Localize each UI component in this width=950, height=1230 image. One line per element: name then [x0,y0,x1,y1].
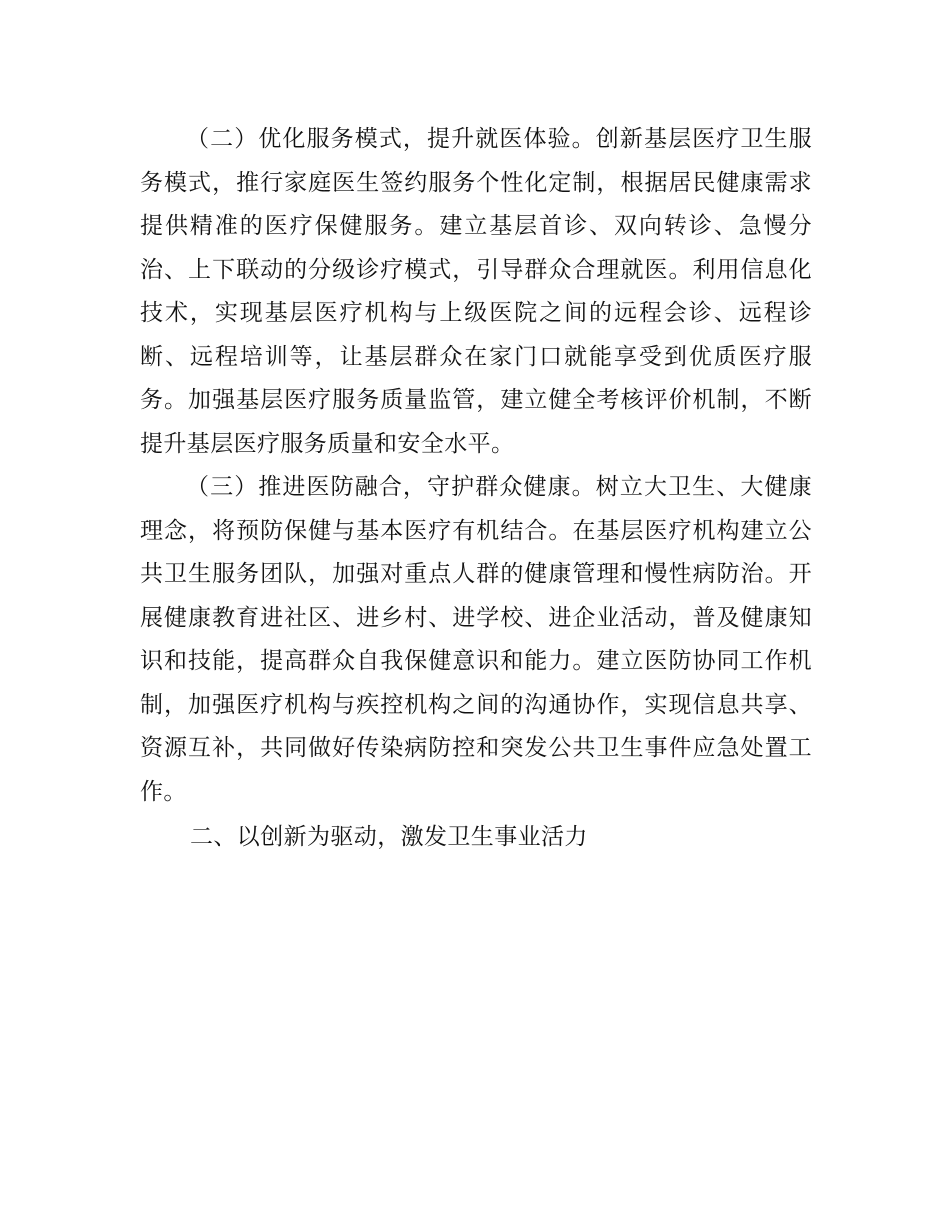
paragraph-service-model: （二）优化服务模式，提升就医体验。创新基层医疗卫生服务模式，推行家庭医生签约服务个性化定制，根据居民健康需求提供精准的医疗保健服务。建立基层首诊、双向转诊、急慢分治、上下联动的分级诊疗模式，引导群众合理就医。利用信息化技术，实现基层医疗机构与上级医院之间的远程会诊、远程诊断、远程培训等，让基层群众在家门口就能享受到优质医疗服务。加强基层医疗服务质量监管，建立健全考核评价机制，不断提升基层医疗服务质量和安全水平。 [140,126,812,457]
section-heading: 二、以创新为驱动，激发卫生事业活力 [190,824,588,850]
paragraph-medical-prevention: （三）推进医防融合，守护群众健康。树立大卫生、大健康理念，将预防保健与基本医疗有机结合。在基层医疗机构建立公共卫生服务团队，加强对重点人群的健康管理和慢性病防治。开展健康教育进社区、进乡村、进学校、进企业活动，普及健康知识和技能，提高群众自我保健意识和能力。建立医防协同工作机制，加强医疗机构与疾控机构之间的沟通协作，实现信息共享、资源互补，共同做好传染病防控和突发公共卫生事件应急处置工作。 [140,474,812,805]
document-page [140,118,812,860]
